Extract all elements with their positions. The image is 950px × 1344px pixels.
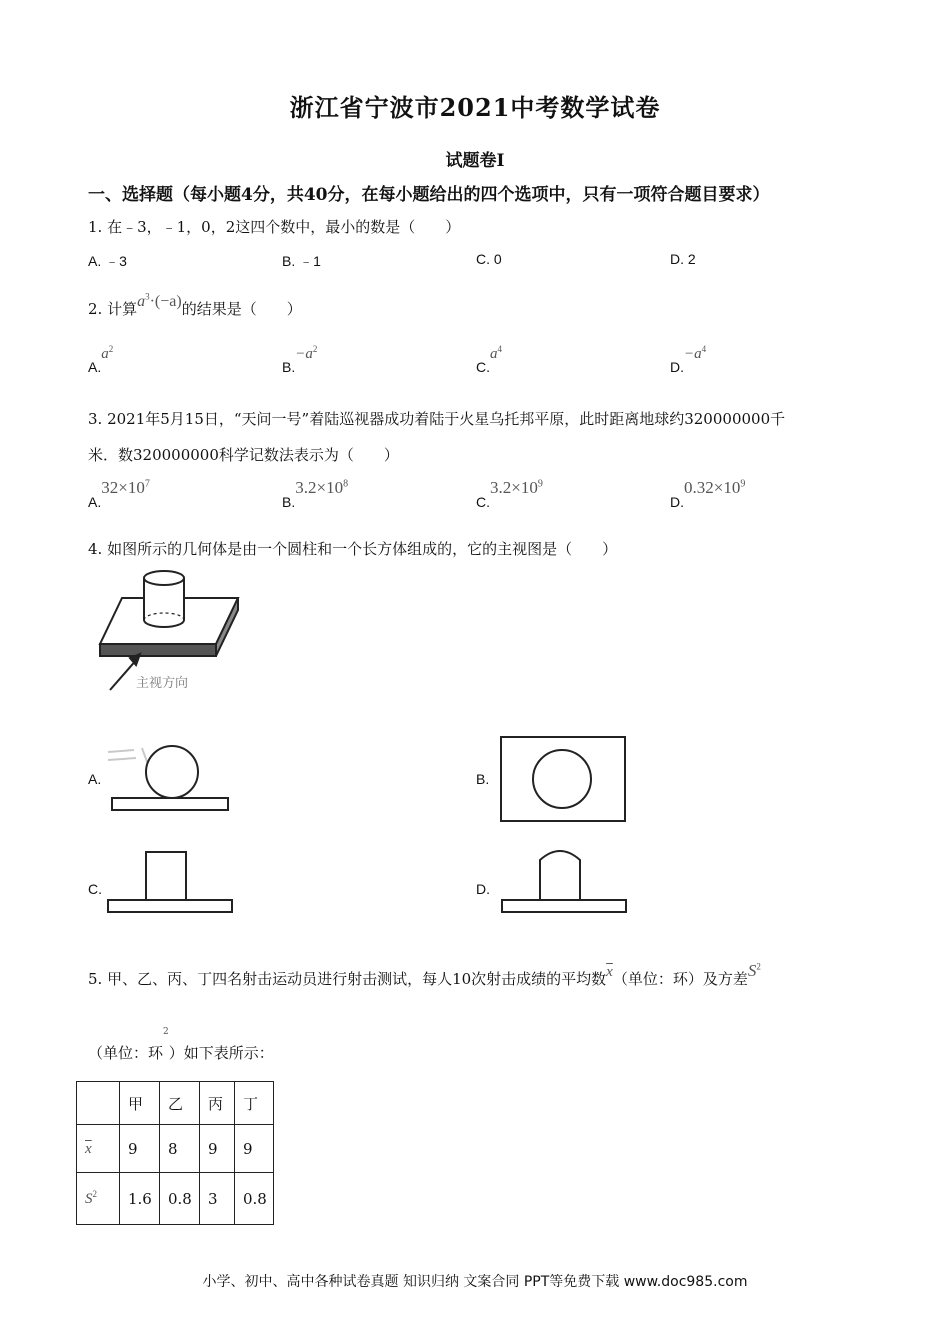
question-5-line-2: [88, 1024, 274, 1062]
question-1: 1. 在﹣3，﹣1，0，2这四个数中，最小的数是（ ）: [88, 218, 461, 236]
table-header-row: [77, 1082, 274, 1125]
q2-option-c-base: a: [490, 346, 498, 362]
page-footer: 小学、初中、高中各种试卷真题 知识归纳 文案合同 PPT等免费下载 www.doc985.com: [202, 1274, 748, 1290]
q4-option-d-label: D.: [476, 881, 490, 897]
q2-option-a: [88, 344, 114, 375]
q5-line1-mid: （单位：环）及方差: [612, 970, 748, 988]
q5-line1-pre: 5. 甲、乙、丙、丁四名射击运动员进行射击测试，每人10次射击成绩的平均数: [88, 970, 607, 988]
q2-option-d-exp: 4: [701, 344, 707, 354]
q4-option-a-label: A.: [88, 771, 102, 787]
q3-option-d-exp: 9: [740, 478, 746, 490]
q2-prefix: 2. 计算: [88, 300, 138, 318]
question-4: 4. 如图所示的几何体是由一个圆柱和一个长方体组成的，它的主视图是（ ）: [88, 540, 618, 558]
question-3-line-2: 米．数320000000科学记数法表示为（ ）: [88, 446, 399, 464]
q4-option-c-drawing: [104, 846, 238, 916]
q2-option-b-base: −a: [295, 346, 313, 362]
table-cell: 0.8: [235, 1173, 274, 1225]
q3-option-c-letter: C.: [476, 494, 490, 510]
table-row: [77, 1125, 274, 1173]
section-heading: 一、选择题（每小题4分，共40分，在每小题给出的四个选项中，只有一项符合题目要求）: [88, 185, 770, 205]
q2-expr-exp: 3: [145, 291, 150, 302]
table-cell: 1.6: [120, 1173, 160, 1225]
q2-suffix: 的结果是（ ）: [181, 300, 302, 318]
q4-option-d-drawing: [496, 846, 630, 916]
table-cell: 3: [200, 1173, 235, 1225]
variance-symbol: S: [747, 961, 757, 980]
table-header-cell: [77, 1082, 120, 1125]
page-title: 浙江省宁波市2021中考数学试卷: [289, 93, 661, 122]
q2-option-c-exp: 4: [497, 344, 502, 354]
variance-exp: 2: [756, 961, 761, 972]
q3-option-c: [476, 478, 543, 510]
q3-option-a-exp: 7: [144, 478, 150, 490]
q2-option-b-exp: 2: [312, 344, 318, 354]
q2-expression: [137, 293, 182, 310]
q3-option-d-mantissa: 0.32×10: [684, 478, 741, 497]
table-header-cell: 甲: [120, 1082, 160, 1125]
q5-line2-pre: （单位：环: [88, 1044, 164, 1062]
table-header-cell: 乙: [160, 1082, 200, 1125]
q2-expr-rest: ·(−a): [149, 293, 182, 310]
question-2: [88, 290, 302, 318]
q2-option-a-letter: A.: [88, 359, 102, 375]
q1-option-b: B. ﹣1: [282, 253, 321, 269]
variance-symbol: S: [85, 1191, 93, 1207]
q5-line2-exp: 2: [163, 1027, 169, 1037]
q3-option-d-letter: D.: [670, 494, 684, 510]
mean-symbol: $\overline{x}$: [85, 1141, 92, 1157]
page-subtitle: 试题卷Ⅰ: [445, 151, 505, 171]
table-cell: 9: [235, 1125, 274, 1173]
q5-line2-post: ）如下表所示：: [168, 1044, 274, 1062]
q1-option-d: D. 2: [670, 251, 696, 267]
q3-option-d: [670, 478, 746, 510]
q2-option-b-letter: B.: [282, 359, 296, 375]
q3-option-b-mantissa: 3.2×10: [295, 478, 344, 497]
q2-option-a-exp: 2: [108, 344, 114, 354]
table-cell: 8: [160, 1125, 200, 1173]
q2-option-a-base: a: [101, 346, 109, 362]
table-header-cell: 丁: [235, 1082, 274, 1125]
question-3-line-1: 3. 2021年5月15日，“天问一号”着陆巡视器成功着陆于火星乌托邦平原，此时距离地球约320000000千: [88, 410, 786, 428]
q2-option-b: [282, 344, 318, 375]
q3-option-c-mantissa: 3.2×10: [490, 478, 538, 497]
q2-option-d-letter: D.: [670, 359, 684, 375]
q4-option-a-drawing: [104, 736, 234, 812]
table-header-cell: 丙: [200, 1082, 235, 1125]
table-cell: 9: [120, 1125, 160, 1173]
q1-option-a: A. ﹣3: [88, 253, 127, 269]
q3-option-a-mantissa: 32×10: [101, 478, 145, 497]
scores-table: [76, 1081, 274, 1225]
q2-expr-base: a: [137, 293, 146, 310]
q2-option-c: [476, 344, 502, 375]
q2-option-d: [670, 344, 707, 375]
variance-exp: 2: [92, 1189, 97, 1199]
question-5-line-1: [88, 960, 761, 988]
table-cell: 0.8: [160, 1173, 200, 1225]
q2-option-c-letter: C.: [476, 359, 490, 375]
q4-option-b-drawing: [498, 734, 630, 826]
q4-option-c-label: C.: [88, 881, 102, 897]
q3-option-b-letter: B.: [282, 494, 296, 510]
q3-option-a: [88, 478, 150, 510]
table-row-label: [77, 1173, 120, 1225]
q3-option-b: [282, 478, 349, 510]
q3-option-a-letter: A.: [88, 494, 102, 510]
q3-option-b-exp: 8: [343, 478, 349, 490]
table-cell: 9: [200, 1125, 235, 1173]
figure-caption: 主视方向: [136, 676, 189, 691]
q1-option-c: C. 0: [476, 251, 502, 267]
q2-option-d-base: −a: [684, 346, 702, 362]
table-row-label: [77, 1125, 120, 1173]
q4-option-b-label: B.: [476, 771, 490, 787]
mean-symbol: $\overline{x}$: [606, 964, 613, 980]
q3-option-c-exp: 9: [537, 478, 543, 490]
table-row: [77, 1173, 274, 1225]
